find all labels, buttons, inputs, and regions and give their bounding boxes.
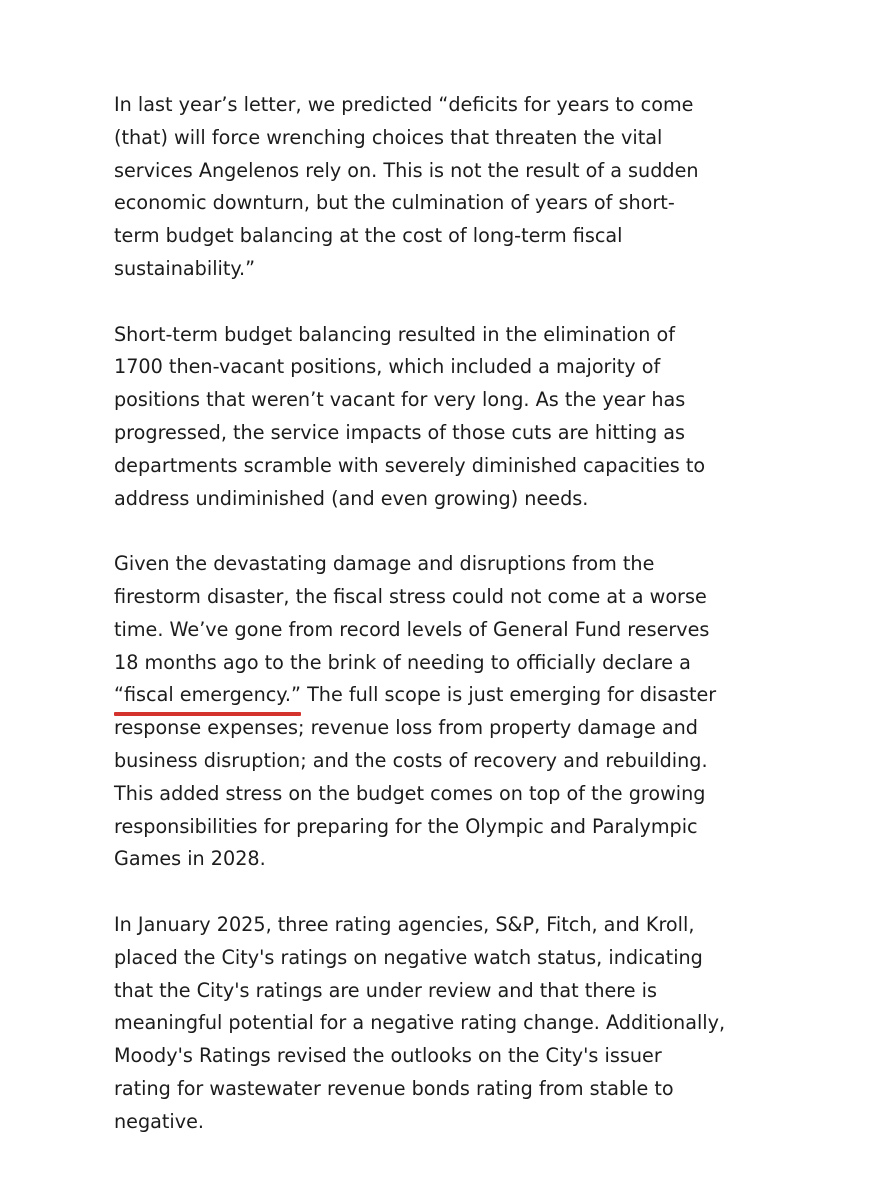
paragraph-2 bbox=[114, 319, 794, 516]
text-line: sustainability.” bbox=[114, 256, 256, 280]
text-line: positions that weren’t vacant for very long. As the year has bbox=[114, 388, 686, 412]
text-line: Short-term budget balancing resulted in the elimination of bbox=[114, 322, 676, 346]
paragraph-3 bbox=[114, 548, 794, 876]
text-line: progressed, the service impacts of those cuts are hitting as bbox=[114, 420, 685, 444]
text-line: This added stress on the budget comes on top of the growing bbox=[114, 781, 706, 805]
text-line: rating for wastewater revenue bonds rating from stable to bbox=[114, 1076, 674, 1100]
text-line: In January 2025, three rating agencies, S&P, Fitch, and Kroll, bbox=[114, 912, 695, 936]
fiscal-emergency-highlight bbox=[114, 679, 301, 712]
text-fragment: The full scope is just emerging for disaster bbox=[300, 683, 717, 707]
text-line: placed the City's ratings on negative watch status, indicating bbox=[114, 945, 703, 969]
text-line: 18 months ago to the brink of needing to officially declare a bbox=[114, 650, 691, 674]
text-line: meaningful potential for a negative rating change. Additionally, bbox=[114, 1011, 726, 1035]
highlighted-line bbox=[114, 679, 794, 712]
text-line: firestorm disaster, the fiscal stress could not come at a worse bbox=[114, 584, 707, 608]
highlighted-phrase: “fiscal emergency.” bbox=[114, 683, 301, 707]
text-line: services Angelenos rely on. This is not the result of a sudden bbox=[114, 158, 699, 182]
text-line: (that) will force wrenching choices that threaten the vital bbox=[114, 125, 663, 149]
document-body bbox=[114, 89, 794, 1171]
text-line: Games in 2028. bbox=[114, 847, 266, 871]
text-line: response expenses; revenue loss from property damage and bbox=[114, 716, 698, 740]
text-line: negative. bbox=[114, 1109, 205, 1133]
red-underline bbox=[114, 712, 301, 716]
text-line: that the City's ratings are under review and that there is bbox=[114, 978, 657, 1002]
text-line: Given the devastating damage and disruptions from the bbox=[114, 552, 655, 576]
text-line: 1700 then-vacant positions, which included a majority of bbox=[114, 355, 661, 379]
text-line: business disruption; and the costs of recovery and rebuilding. bbox=[114, 748, 708, 772]
text-line: departments scramble with severely diminished capacities to bbox=[114, 453, 706, 477]
text-line: In last year’s letter, we predicted “deficits for years to come bbox=[114, 93, 694, 116]
text-line: Moody's Ratings revised the outlooks on the City's issuer bbox=[114, 1044, 662, 1068]
text-line: time. We’ve gone from record levels of General Fund reserves bbox=[114, 617, 710, 641]
text-line: address undiminished (and even growing) needs. bbox=[114, 486, 589, 510]
paragraph-4 bbox=[114, 909, 794, 1139]
text-line: responsibilities for preparing for the Olympic and Paralympic bbox=[114, 814, 698, 838]
text-line: economic downturn, but the culmination of years of short- bbox=[114, 191, 675, 215]
paragraph-1 bbox=[114, 89, 794, 286]
text-line: term budget balancing at the cost of long-term fiscal bbox=[114, 224, 623, 248]
